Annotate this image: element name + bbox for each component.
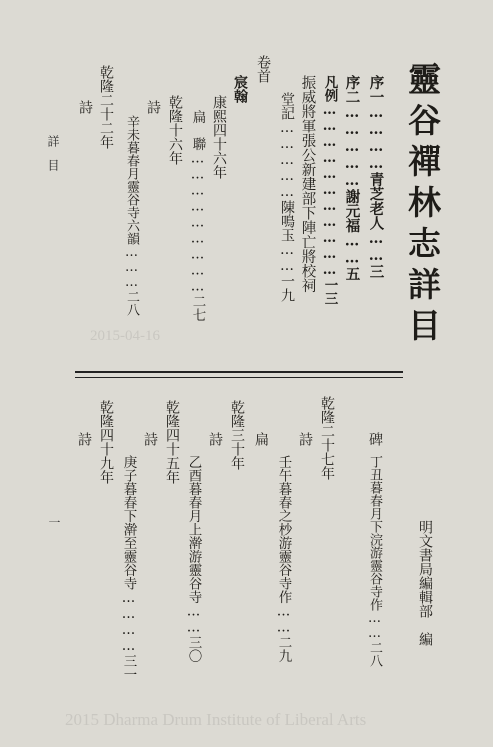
toc-entry-memorial-record: 堂記……………陳鳴玉……一九 <box>279 92 295 302</box>
toc-label-bian: 扁 <box>253 432 269 446</box>
section-divider <box>75 371 403 373</box>
toc-poem-label-3: 詩 <box>297 432 313 446</box>
toc-year-qianlong-30: 乾隆三十年 <box>229 400 245 470</box>
watermark-date: 2015-04-16 <box>90 328 160 344</box>
toc-entry-memorial-title: 振威將軍張公新建部下陣亡將校祠 <box>299 75 316 293</box>
toc-year-kangxi-46: 康熙四十六年 <box>211 95 227 179</box>
toc-year-qianlong-45: 乾隆四十五年 <box>164 400 180 484</box>
toc-entry-gengzi: 庚子暮春下澣至靈谷寺…………三一 <box>120 455 137 681</box>
toc-entry-yiyou: 乙酉暮春月上澣游靈谷寺……三〇 <box>185 455 202 663</box>
toc-entry-xinwei-poem: 辛未暮春月靈谷寺六韻………二八 <box>124 115 139 316</box>
publisher-credit: 明文書局編輯部 編 <box>417 520 433 646</box>
side-label: 詳 目 <box>46 135 60 171</box>
watermark-institute: 2015 Dharma Drum Institute of Liberal Arts <box>65 710 367 729</box>
toc-year-qianlong-27: 乾隆二十七年 <box>319 396 335 480</box>
page-number: 一 <box>47 516 61 528</box>
toc-entry-dingchou: 丁丑暮春月下浣游靈谷寺作……二八 <box>367 455 382 667</box>
toc-entry-fanli: 凡例……………………………一三 <box>321 75 338 305</box>
section-divider-thin <box>75 377 403 378</box>
toc-section-juan-shou: 卷首 <box>255 55 271 83</box>
toc-year-qianlong-16: 乾隆十六年 <box>167 95 183 165</box>
toc-entry-bianlian: 扁 聯………………………二七 <box>189 110 206 322</box>
toc-year-qianlong-49: 乾隆四十九年 <box>98 400 114 484</box>
toc-entry-preface-1: 序一…………青芝老人……三 <box>367 75 385 279</box>
toc-entry-preface-2: 序二……………謝元福……五 <box>343 75 361 281</box>
toc-poem-label-1: 詩 <box>145 100 161 114</box>
toc-year-qianlong-22: 乾隆二十二年 <box>98 65 114 149</box>
toc-poem-label-2: 詩 <box>77 100 93 114</box>
book-title: 靈谷禪林志詳目 <box>403 62 442 349</box>
toc-subsection-chenhan: 宸翰 <box>232 75 248 103</box>
toc-poem-label-5: 詩 <box>142 432 158 446</box>
toc-entry-renwu: 壬午暮春之杪游靈谷寺作……二九 <box>275 455 292 663</box>
toc-poem-label-4: 詩 <box>207 432 223 446</box>
toc-label-stele: 碑 <box>367 432 383 446</box>
toc-poem-label-6: 詩 <box>76 432 92 446</box>
